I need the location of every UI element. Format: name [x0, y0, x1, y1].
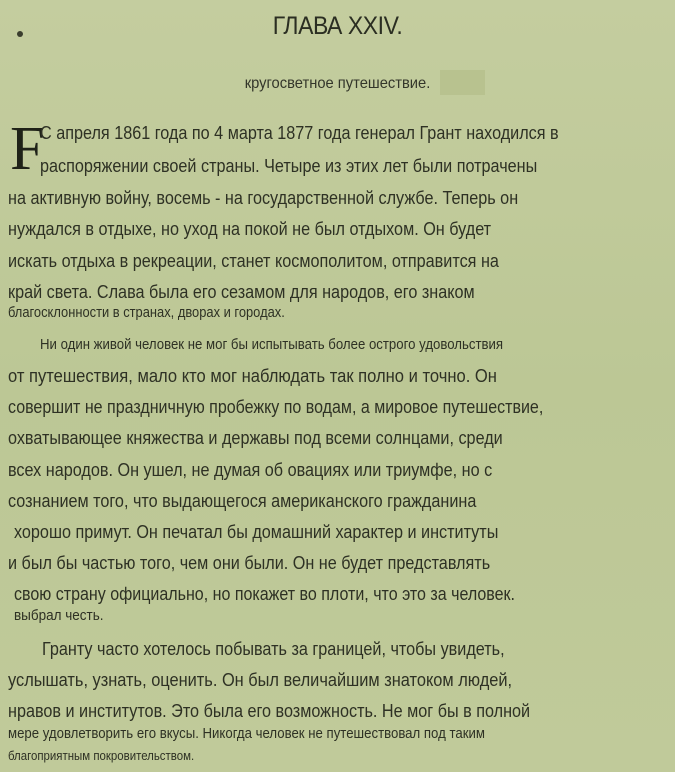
text-line: на активную войну, восемь - на государственной службе. Теперь он [8, 188, 519, 208]
text-line: мере удовлетворить его вкусы. Никогда человек не путешествовал под таким [8, 725, 485, 742]
text-line: нуждался в отдыхе, но уход на покой не был отдыхом. Он будет [8, 219, 492, 239]
text-line: услышать, узнать, оценить. Он был величайшим знатоком людей, [8, 670, 513, 690]
text-line: Гранту часто хотелось побывать за границей, чтобы увидеть, [42, 639, 505, 659]
text-line: искать отдыха в рекреации, станет космополитом, отправится на [8, 251, 499, 271]
text-line: сознанием того, что выдающегося американского гражданина [8, 491, 477, 511]
drop-cap: F [10, 115, 45, 183]
text-line: благоприятным покровительством. [8, 748, 195, 763]
text-line: Ни один живой человек не мог бы испытывать более острого удовольствия [40, 336, 504, 353]
text-line: С апреля 1861 года по 4 марта 1877 года генерал Грант находился в [40, 123, 559, 143]
text-line: и был бы частью того, чем они были. Он не будет представлять [8, 553, 491, 573]
text-line: всех народов. Он ушел, не думая об овациях или триумфе, но с [8, 460, 493, 480]
text-line: край света. Слава была его сезамом для народов, его знаком [8, 282, 475, 302]
page-speck [17, 31, 23, 37]
text-line: от путешествия, мало кто мог наблюдать так полно и точно. Он [8, 366, 497, 386]
text-line: свою страну официально, но покажет во плоти, что это за человек. [14, 584, 515, 604]
text-line: нравов и институтов. Это была его возможность. Не мог бы в полной [8, 701, 531, 721]
chapter-subtitle: кругосветное путешествие. [244, 75, 431, 92]
text-line: выбрал честь. [14, 607, 104, 624]
text-line: благосклонности в странах, дворах и городах. [8, 304, 285, 321]
chapter-title: ГЛАВА XXIV. [272, 12, 403, 40]
text-line: хорошо примут. Он печатал бы домашний характер и институты [14, 522, 499, 542]
text-line: совершит не праздничную пробежку по водам, а мировое путешествие, [8, 397, 544, 417]
text-line: охватывающее княжества и державы под всеми солнцами, среди [8, 428, 503, 448]
text-line: распоряжении своей страны. Четыре из этих лет были потрачены [40, 156, 538, 176]
